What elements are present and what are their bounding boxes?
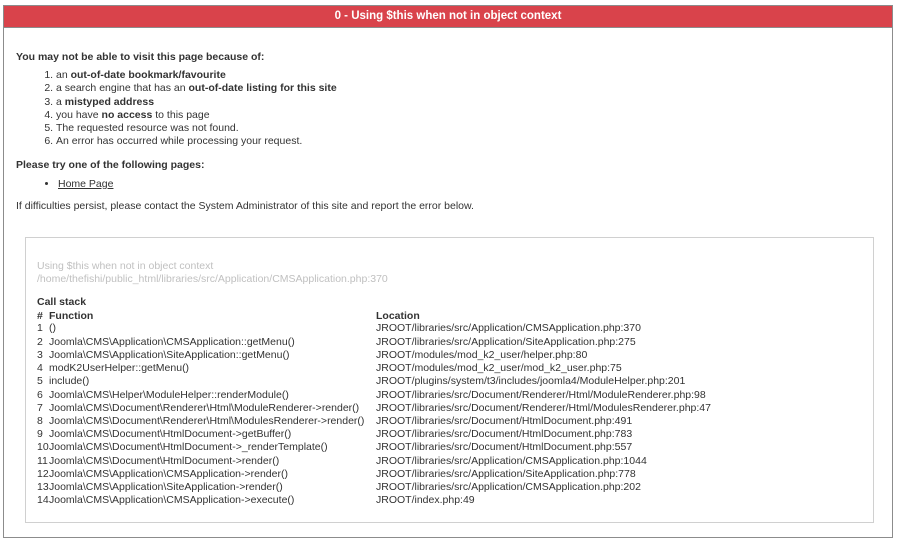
- error-page: [3, 5, 893, 538]
- error-message: Using $this when not in object context: [37, 260, 214, 272]
- stack-location: JROOT/modules/mod_k2_user/helper.php:80: [376, 348, 588, 361]
- table-row: [37, 468, 711, 481]
- call-stack-table: [37, 309, 711, 507]
- stack-index: 4: [37, 362, 43, 375]
- stack-location: JROOT/plugins/system/t3/includes/joomla4/ModuleHelper.php:201: [376, 375, 686, 388]
- call-stack-rows: [37, 322, 711, 507]
- column-header-number: #: [37, 309, 43, 322]
- stack-location: JROOT/libraries/src/Document/Renderer/Html/ModulesRenderer.php:47: [376, 401, 711, 414]
- stack-function: Joomla\CMS\Helper\ModuleHelper::renderModule(): [49, 388, 289, 401]
- reason-item: 5. The requested resource was not found.: [56, 122, 880, 135]
- table-row: [37, 481, 711, 494]
- table-row: [37, 494, 711, 507]
- stack-function: Joomla\CMS\Document\HtmlDocument->render(): [49, 454, 280, 467]
- stack-index: 6: [37, 388, 43, 401]
- table-row: [37, 415, 711, 428]
- column-header-function: Function: [49, 309, 94, 322]
- stack-index: 12: [37, 467, 49, 480]
- table-row: [37, 349, 711, 362]
- home-page-link[interactable]: Home Page: [58, 177, 114, 190]
- stack-index: 9: [37, 428, 43, 441]
- stack-function: Joomla\CMS\Document\HtmlDocument->_renderTemplate(): [49, 441, 328, 454]
- error-file: /home/thefishi/public_html/libraries/src/Application/CMSApplication.php:370: [37, 273, 388, 286]
- stack-index: 5: [37, 375, 43, 388]
- column-header-location: Location: [376, 309, 420, 322]
- table-row: [37, 362, 711, 375]
- pages-heading: Please try one of the following pages:: [16, 158, 205, 171]
- reasons-list: [16, 69, 880, 149]
- stack-location: JROOT/libraries/src/Document/Renderer/Html/ModuleRenderer.php:98: [376, 388, 706, 401]
- table-row: [37, 322, 711, 335]
- stack-location: JROOT/index.php:49: [376, 494, 475, 507]
- contact-note: If difficulties persist, please contact the System Administrator of this site and report the error below.: [16, 199, 474, 212]
- reason-item: 1. an out-of-date bookmark/favourite: [56, 69, 880, 82]
- table-row: [37, 455, 711, 468]
- stack-function: Joomla\CMS\Application\CMSApplication::getMenu(): [49, 335, 295, 348]
- list-item: [58, 177, 880, 191]
- stack-location: JROOT/libraries/src/Document/HtmlDocument.php:491: [376, 414, 633, 427]
- stack-function: Joomla\CMS\Document\HtmlDocument->getBuffer(): [49, 428, 292, 441]
- stack-location: JROOT/libraries/src/Document/HtmlDocument.php:783: [376, 428, 633, 441]
- reason-item: 4. you have no access to this page: [56, 109, 880, 122]
- error-explanation: [16, 51, 880, 213]
- stack-location: JROOT/modules/mod_k2_user/mod_k2_user.php:75: [376, 362, 622, 375]
- error-message-block: [37, 260, 388, 287]
- reason-item: 6. An error has occurred while processing your request.: [56, 135, 880, 148]
- stack-function: modK2UserHelper::getMenu(): [49, 362, 190, 375]
- stack-index: 1: [37, 322, 43, 335]
- table-row: [37, 336, 711, 349]
- stack-function: include(): [49, 375, 90, 388]
- error-details-box: [25, 237, 874, 523]
- stack-function: Joomla\CMS\Document\Renderer\Html\ModulesRenderer->render(): [49, 414, 365, 427]
- stack-location: JROOT/libraries/src/Application/CMSApplication.php:202: [376, 480, 641, 493]
- stack-function: (): [49, 322, 56, 335]
- table-row: [37, 375, 711, 388]
- stack-function: Joomla\CMS\Application\CMSApplication->render(): [49, 467, 288, 480]
- call-stack: [37, 296, 711, 507]
- call-stack-title: Call stack: [37, 296, 87, 308]
- stack-index: 13: [37, 480, 49, 493]
- table-row: [37, 402, 711, 415]
- stack-function: Joomla\CMS\Application\SiteApplication::getMenu(): [49, 348, 290, 361]
- stack-index: 7: [37, 401, 43, 414]
- table-row: [37, 389, 711, 402]
- stack-location: JROOT/libraries/src/Application/CMSApplication.php:370: [376, 322, 641, 335]
- stack-index: 8: [37, 414, 43, 427]
- table-row: [37, 441, 711, 454]
- error-title-bar: 0 - Using $this when not in object context: [4, 6, 892, 28]
- reason-item: 3. a mistyped address: [56, 96, 880, 109]
- stack-index: 11: [37, 454, 48, 467]
- stack-function: Joomla\CMS\Document\Renderer\Html\ModuleRenderer->render(): [49, 401, 360, 414]
- stack-location: JROOT/libraries/src/Application/SiteApplication.php:275: [376, 335, 636, 348]
- reason-item: 2. a search engine that has an out-of-date listing for this site: [56, 82, 880, 95]
- stack-index: 10: [37, 441, 49, 454]
- stack-index: 3: [37, 348, 43, 361]
- stack-location: JROOT/libraries/src/Application/CMSApplication.php:1044: [376, 454, 647, 467]
- stack-function: Joomla\CMS\Application\CMSApplication->execute(): [49, 494, 295, 507]
- table-header-row: [37, 309, 711, 322]
- pages-list: [16, 177, 880, 191]
- stack-location: JROOT/libraries/src/Document/HtmlDocument.php:557: [376, 441, 633, 454]
- table-row: [37, 428, 711, 441]
- reasons-heading: You may not be able to visit this page because of:: [16, 51, 265, 63]
- stack-index: 2: [37, 335, 43, 348]
- stack-location: JROOT/libraries/src/Application/SiteApplication.php:778: [376, 467, 636, 480]
- stack-function: Joomla\CMS\Application\SiteApplication->render(): [49, 480, 283, 493]
- stack-index: 14: [37, 494, 49, 507]
